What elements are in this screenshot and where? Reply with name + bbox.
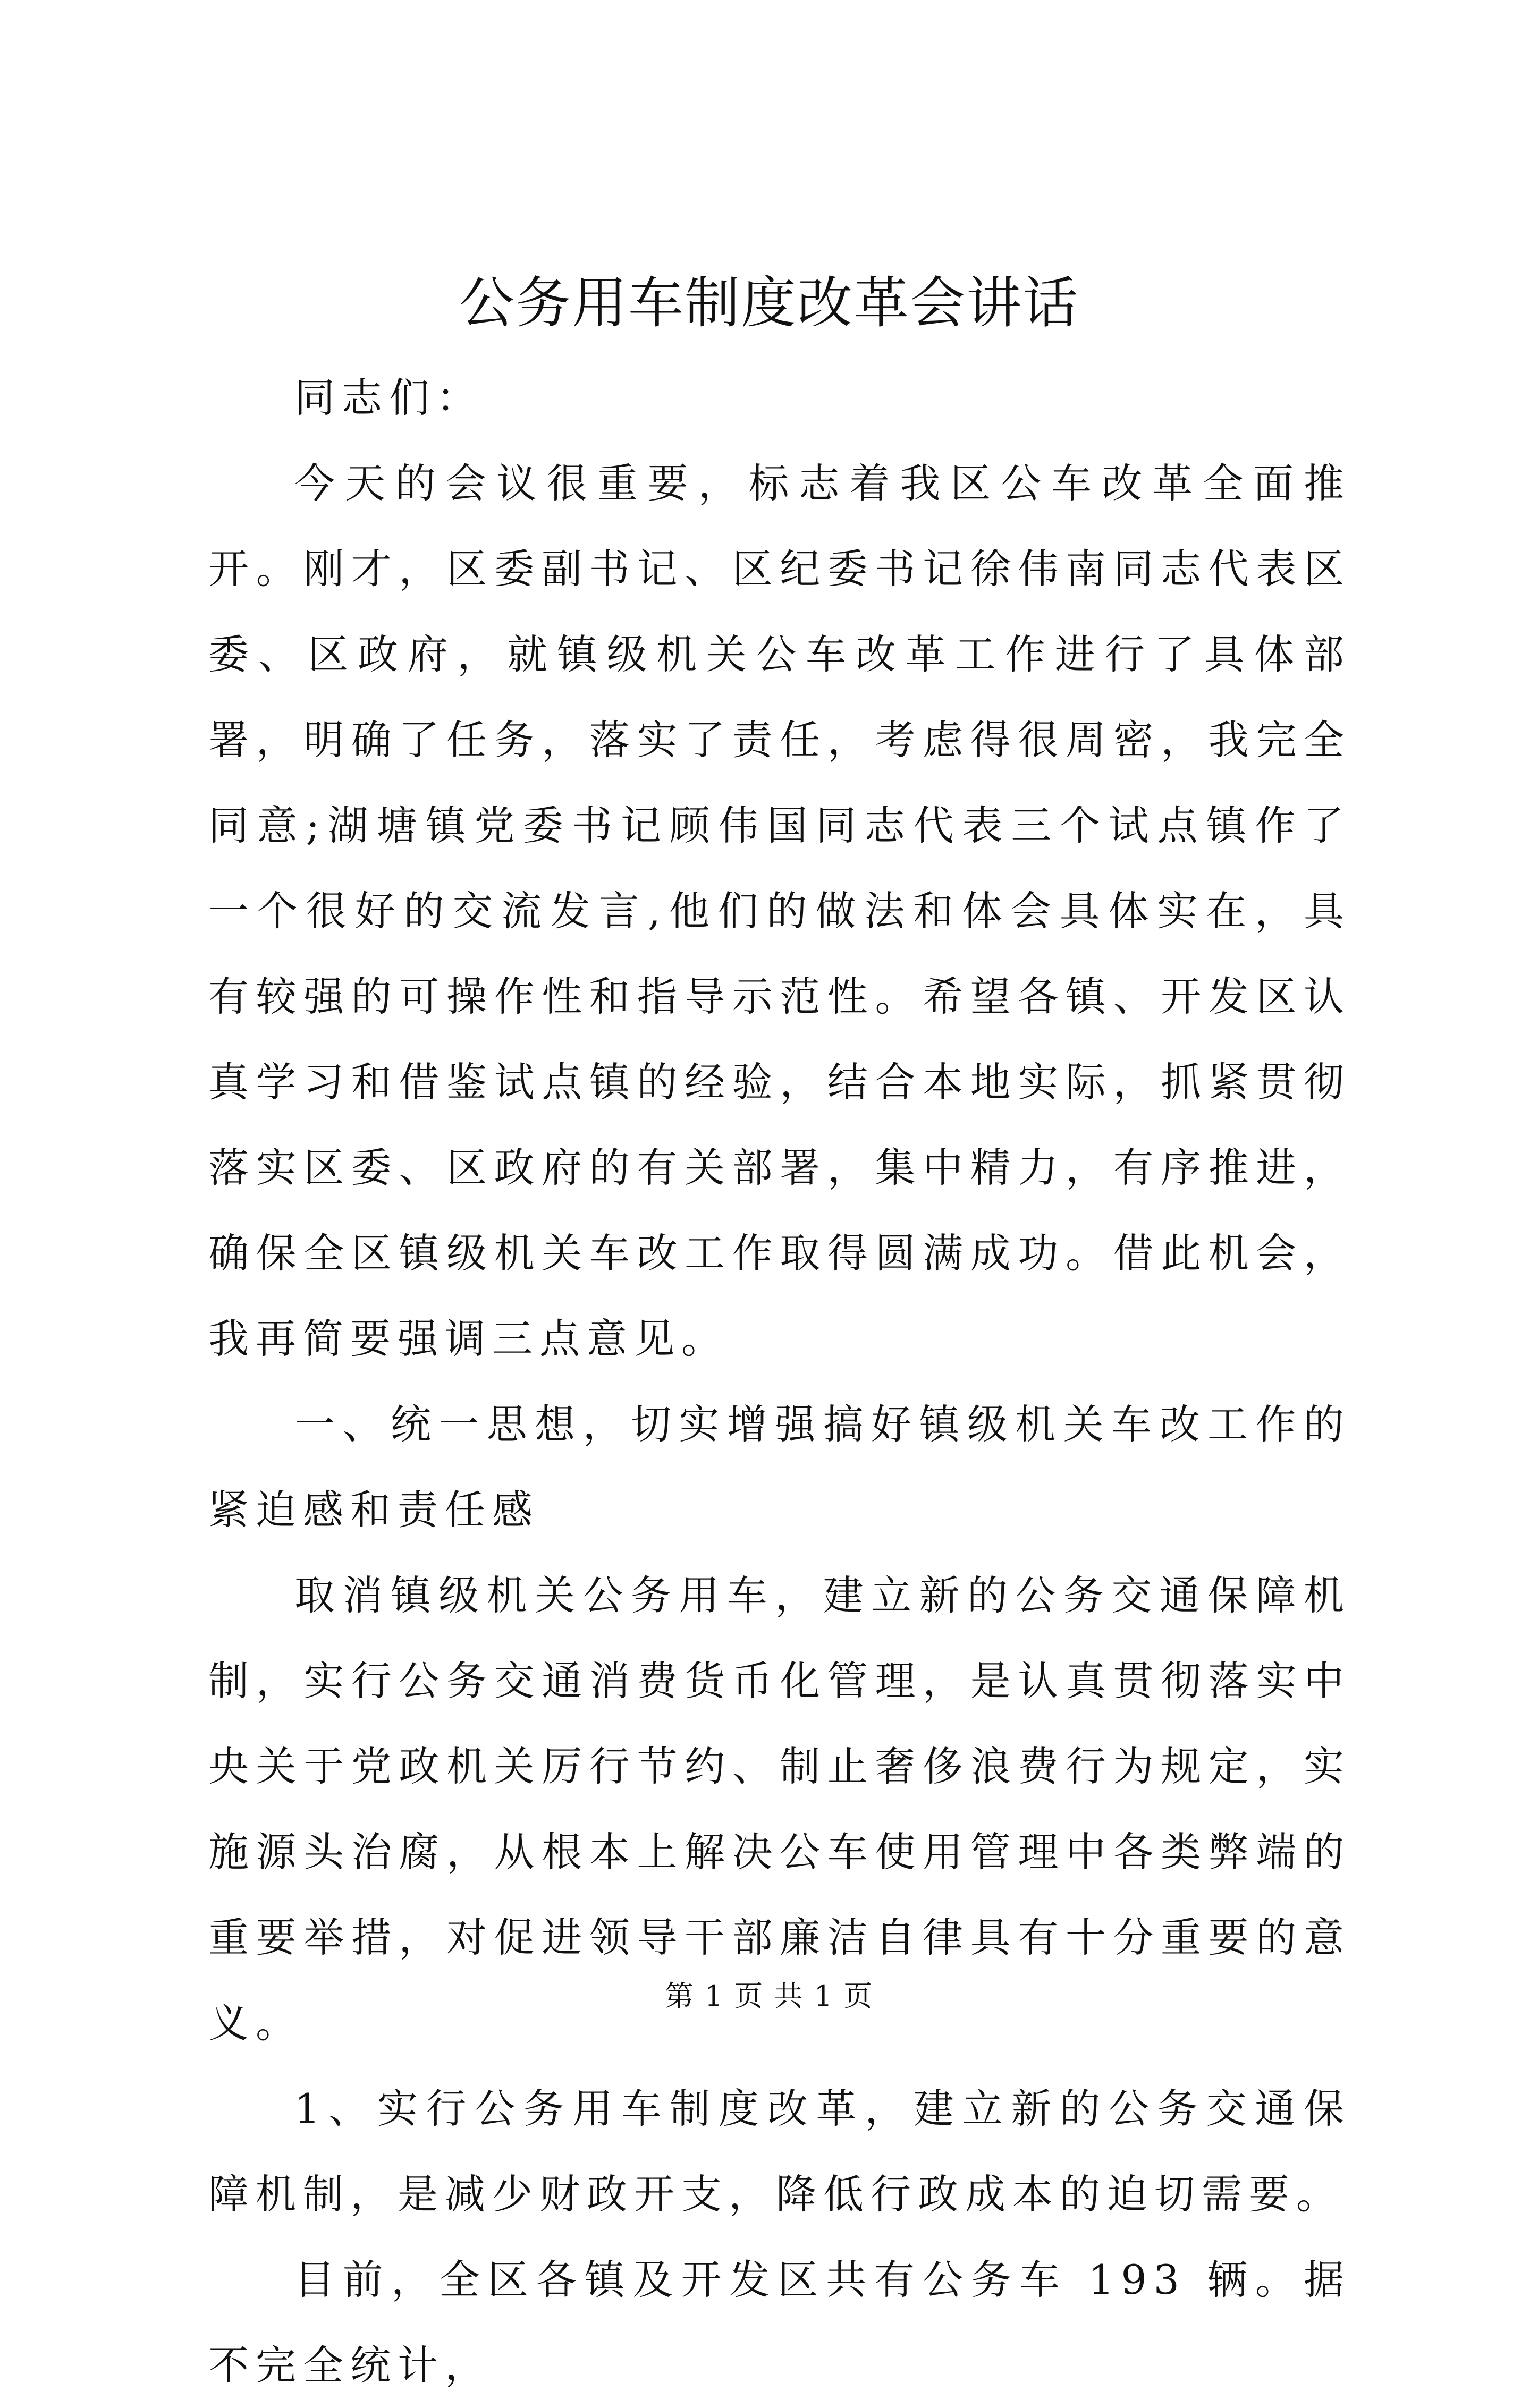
page-footer: 第 1 页 共 1 页: [664, 1979, 874, 2013]
salutation: 同志们：: [294, 374, 484, 421]
document-body: [208, 355, 1351, 2408]
document-title: 公务用车制度改革会讲话: [459, 270, 1079, 335]
section-heading-1: 一、统一思想，切实增强搞好镇级机关车改工作的紧迫感和责任感: [208, 1401, 1351, 1533]
paragraph-reform-significance: 取消镇级机关公务用车，建立新的公务交通保障机制，实行公务交通消费货币化管理，是认真贯彻落实中央关于党政机关厉行节约、制止奢侈浪费行为规定，实施源头治腐，从根本上解决公车使用管理中各类弊端的重要举措，对促进领导干部廉洁自律具有十分重要的意义。: [208, 1572, 1351, 2047]
paragraph-intro: 今天的会议很重要，标志着我区公车改革全面推开。刚才，区委副书记、区纪委书记徐伟南同志代表区委、区政府，就镇级机关公车改革工作进行了具体部署，明确了任务，落实了责任，考虑得很周密，我完全同意;湖塘镇党委书记顾伟国同志代表三个试点镇作了一个很好的交流发言,他们的做法和体会具体实在，具有较强的可操作性和指导示范性。希望各镇、开发区认真学习和借鉴试点镇的经验，结合本地实际，抓紧贯彻落实区委、区政府的有关部署，集中精力，有序推进，确保全区镇级机关车改工作取得圆满成功。借此机会，我再简要强调三点意见。: [208, 460, 1351, 1362]
point-1-heading: 1、实行公务用车制度改革，建立新的公务交通保障机制，是减少财政开支，降低行政成本的迫切需要。: [208, 2085, 1351, 2218]
paragraph-current-status: 目前，全区各镇及开发区共有公务车 193 辆。据不完全统计，: [208, 2256, 1351, 2389]
